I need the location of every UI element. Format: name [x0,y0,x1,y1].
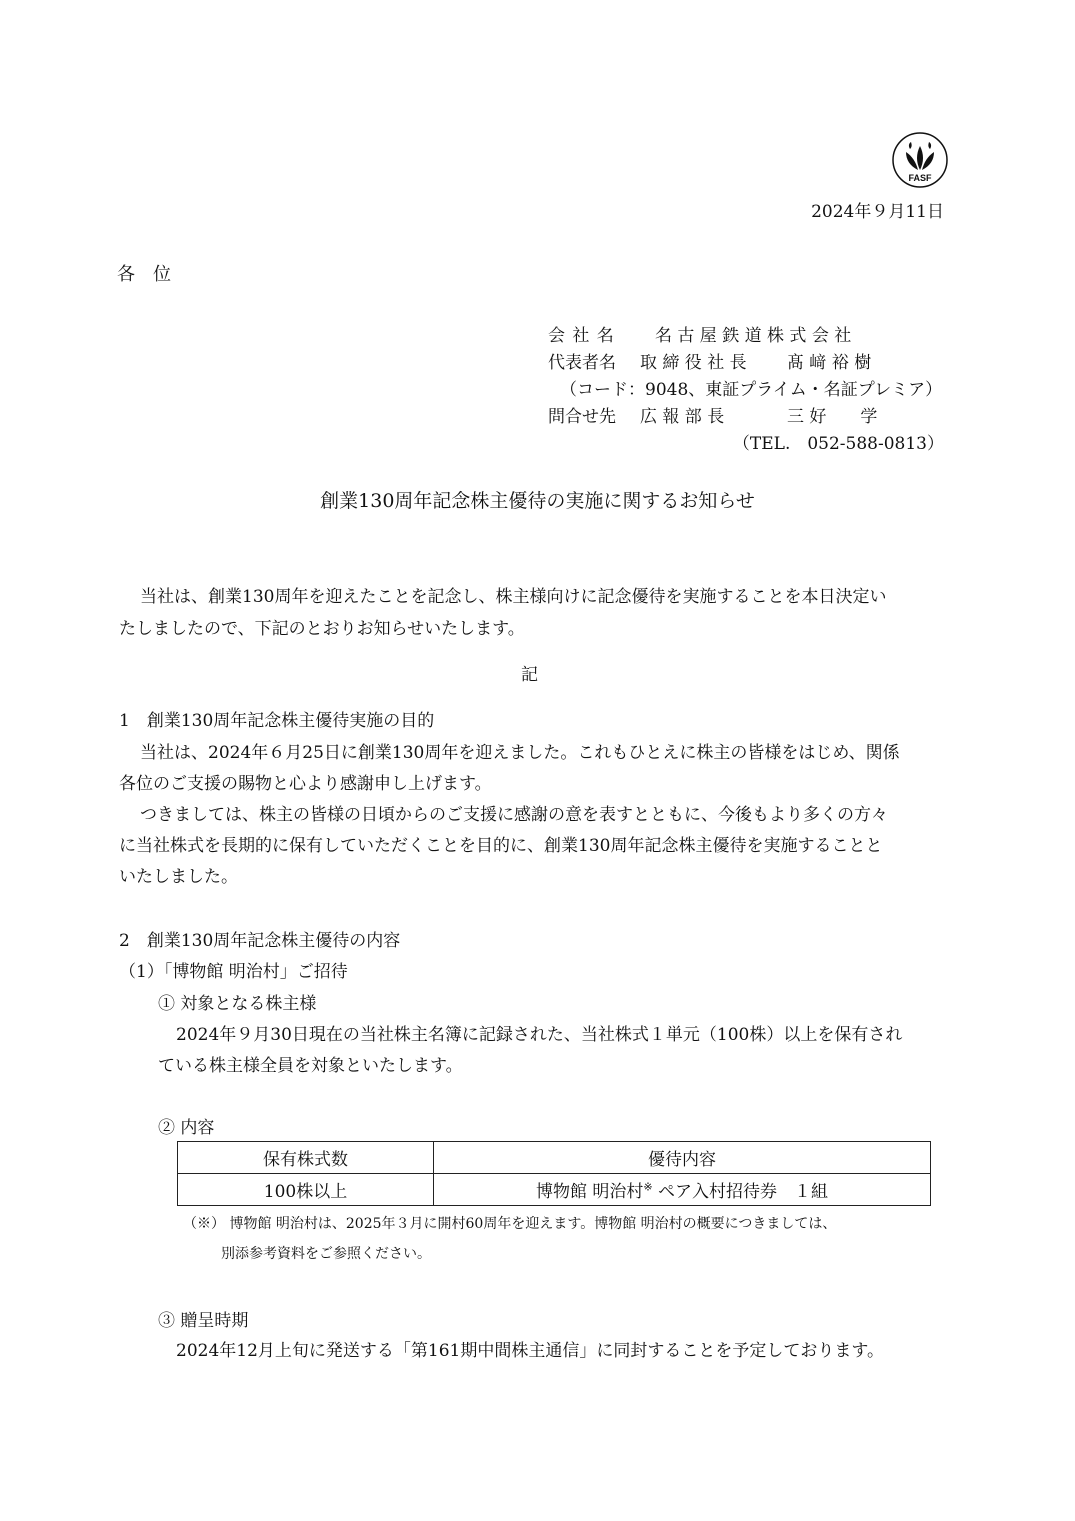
item-3-heading: ③ 贈呈時期 [158,1311,249,1331]
benefit-note-mark: ※ [643,1180,653,1194]
stock-code: （コード：9048、東証プライム・名証プレミア） [560,380,943,400]
section-1-paragraph-1-line-2: 各位のご支援の賜物と心より感謝申し上げます。 [119,774,492,794]
telephone: （TEL. 052-588-0813） [732,434,944,454]
benefit-museum: 博物館 明治村 [535,1182,644,1202]
representative-title: 取 締 役 社 長 [640,353,747,373]
benefit-table [177,1141,931,1206]
section-1-paragraph-2-line-3: いたしました。 [119,867,238,887]
contact-name: 三 好 学 [787,407,878,427]
date: 2024年９月11日 [811,202,944,222]
representative-name: 髙 﨑 裕 樹 [787,353,872,373]
section-1-heading: 1 創業130周年記念株主優待実施の目的 [119,711,435,731]
fasf-logo [892,132,948,188]
intro-line-1: 当社は、創業130周年を迎えたことを記念し、株主様向けに記念優待を実施することを本日決定い [140,587,887,607]
representative-label: 代表者名 [548,353,616,373]
svg-text:FASF: FASF [908,173,932,183]
note-line-1: （※） 博物館 明治村は、2025年３月に開村60周年を迎えます。博物館 明治村の概要につきましては、 [183,1216,837,1232]
table-header-shares: 保有株式数 [178,1142,434,1174]
item-1-line-1: 2024年９月30日現在の当社株主名簿に記録された、当社株式１単元（100株）以上を保有され [176,1025,903,1045]
table-header-benefit: 優待内容 [434,1142,931,1174]
intro-line-2: たしましたので、下記のとおりお知らせいたします。 [119,619,525,639]
document-title: 創業130周年記念株主優待の実施に関するお知らせ [320,490,755,512]
section-2-subheading-1: （1）「博物館 明治村」ご招待 [119,962,348,982]
section-1-paragraph-1-line-1: 当社は、2024年６月25日に創業130周年を迎えました。これもひとえに株主の皆様をはじめ、関係 [140,743,900,763]
table-cell-shares: 100株以上 [178,1174,434,1206]
contact-department: 広 報 部 長 [640,407,725,427]
company-name: 名 古 屋 鉄 道 株 式 会 社 [655,326,852,346]
item-3-line-1: 2024年12月上旬に発送する「第161期中間株主通信」に同封することを予定しております。 [176,1341,884,1361]
section-2-heading: 2 創業130周年記念株主優待の内容 [119,931,401,951]
benefit-ticket: ペア入村招待券 １組 [652,1182,829,1202]
item-1-line-2: ている株主様全員を対象といたします。 [158,1056,463,1076]
section-1-paragraph-2-line-1: つきましては、株主の皆様の日頃からのご支援に感謝の意を表すとともに、今後もより多くの方々 [140,805,888,825]
addressee: 各 位 [117,264,171,285]
section-1-paragraph-2-line-2: に当社株式を長期的に保有していただくことを目的に、創業130周年記念株主優待を実施することと [119,836,883,856]
item-2-heading: ② 内容 [158,1118,215,1138]
table-row [178,1174,931,1206]
note-line-2: 別添参考資料をご参照ください。 [221,1246,431,1262]
item-1-heading: ① 対象となる株主様 [158,994,317,1014]
contact-label: 問合せ先 [548,407,616,427]
table-header-row [178,1142,931,1174]
ki-marker: 記 [521,665,538,685]
table-cell-benefit [434,1174,931,1206]
company-label: 会 社 名 [548,326,615,346]
